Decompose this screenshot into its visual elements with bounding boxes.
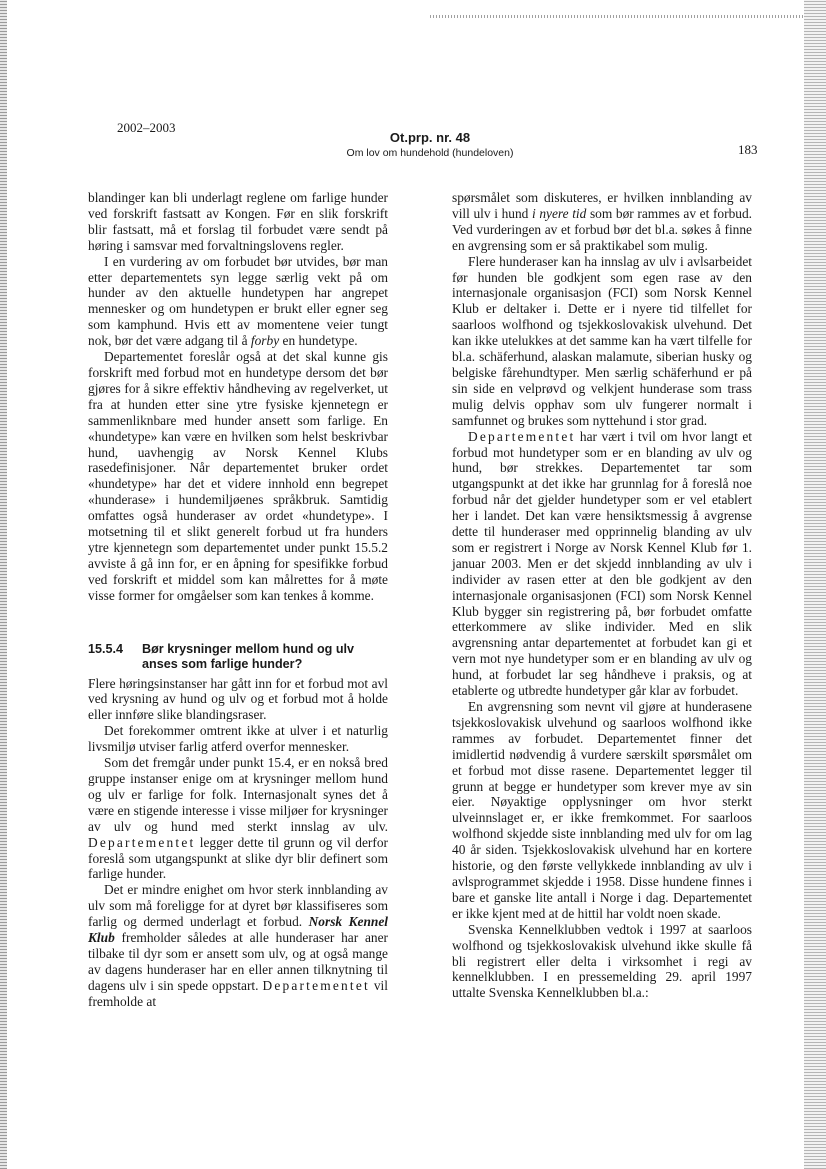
emphasis: forby bbox=[250, 333, 280, 349]
page-number: 183 bbox=[738, 142, 758, 157]
paragraph: En avgrensning som nevnt vil gjøre at hunderasene tsjekkoslovakisk ulvehund og saarloos wolfhond ikke rammes av forbudet. Departementet finner det imidlertid nødvendig å vurdere særskilt spørsmålet om et forbud mot disse rasene. Departementet legger til grunn at begge er hundetyper som krever mye av sin eier. Nøyaktige opplysninger om hvor sterkt ulveinnslaget er, er ikke fremkommet. For saarloos wolfhond skjedde siste innblanding med ulv for om lag 40 år siden. Tsjekkoslovakisk ulvehund har en kortere historie, og den første vellykkede innblanding av ulv i avlsprogrammet skjedde i 1958. Disse hundene finnes i bare et ganske lite antall i Norge i dag. Departementet er ikke kjent med at de hittil har voldt noen skade. bbox=[452, 699, 752, 921]
paragraph: Det forekommer omtrent ikke at ulver i et naturlig livsmiljø utviser farlig atferd overfor mennesker. bbox=[88, 723, 388, 755]
paragraph: Svenska Kennelklubben vedtok i 1997 at saarloos wolfhond og tsjekkoslovakisk ulvehund ikke skulle få bli registrert eller delta i virksomhet i regi av kennelklubben. I en pressemelding 29. april 1997 uttalte Svenska Kennelklubben bl.a.: bbox=[452, 921, 752, 1001]
header-doc-title: Ot.prp. nr. 48 bbox=[389, 130, 471, 145]
spaced-term: Departementet bbox=[88, 834, 196, 850]
scan-edge-left bbox=[0, 0, 7, 1169]
text-run: I en vurdering av om forbudet bør utvides, bør man etter departementets syn legge særlig vekt på om hunder av den aktuelle hundetypen har angrepet mennesker og om hundetypen er brukt eller egner seg som kamphund. Hvis ett av momentene veier tungt nok, bør det være adgang til å bbox=[88, 253, 388, 349]
section-number: 15.5.4 bbox=[88, 641, 124, 656]
right-column bbox=[452, 190, 752, 1001]
scan-edge-right bbox=[804, 0, 826, 1169]
paragraph bbox=[88, 882, 388, 1009]
spaced-term: Departementet bbox=[262, 977, 370, 993]
paragraph: Flere hunderaser kan ha innslag av ulv i avlsarbeidet før hunden ble godkjent som egen rase av den internasjonale organisasjon (FCI) som Norsk Kennel Klub er deltaker i. Dette er i nyere tid tilfellet for saarloos wolfhond og tsjekkoslovakisk ulvehund. Det kan ikke utelukkes at det samme kan ha vært tilfelle for bl.a. schäferhund, alaskan malamute, siberian husky og belgiske fårehundtyper. Men særlig schäferhund er på sin side en velprøvd og velkjent hunderase som trass mulig delvis opphav som ulv fungerer normalt i samfunnet og brukes som nyttehund i stor grad. bbox=[452, 253, 752, 428]
left-column bbox=[88, 190, 388, 1010]
text-run: har vært i tvil om hvor langt et forbud mot hundetyper som er en blanding av ulv og hund, bør strekkes. Departementet tar som utgangspunkt at det ikke har grunnlag for å foreslå noe forbud når det gjelder hundetyper som er vel etablert her i landet. Det kan være hensiktsmessig å avgrense dette til hunderaser med opprinnelig blanding av ulv som er registrert i Norge av Norsk Kennel Klub før 1. januar 2003. Men er det skjedd innblanding av ulv i individer av rasen etter at den ble godkjent av den internasjonale organisasjonen (FCI) som Norsk Kennel Klub bygger sin registrering på, bør forbudet omfatte etterkommere av slike individer. Med en slik avgrensning antar departementet at forbudet kan gi et vern mot nye hundetyper som er en blanding av ulv og hund, at forbudet lar seg håndheve i praksis, og at etablerte og utbredte hundetyper går klar av forbudet. bbox=[452, 428, 752, 699]
text-run: legger dette til grunn og vil derfor foreslå som utgangspunkt at slike dyr blir definert som farlige hunder. bbox=[88, 834, 388, 882]
running-header bbox=[0, 118, 826, 168]
emphasis: Norsk Kennel Klub bbox=[88, 914, 389, 946]
header-doc-subtitle: Om lov om hundehold (hundeloven) bbox=[346, 147, 514, 159]
section-title: Bør krysninger mellom hund og ulv anses som farlige hunder? bbox=[142, 641, 355, 671]
text-run: en hundetype. bbox=[279, 333, 358, 349]
text-run: Som det fremgår under punkt 15.4, er en nokså bred gruppe instanser enige om at krysninger mellom hund og ulv er farlige for folk. Internasjonalt synes det å være en stigende interesse i visse miljøer for krysninger av ulv og hund med sterkt innslag av ulv. bbox=[88, 755, 388, 834]
paragraph bbox=[452, 190, 752, 254]
spaced-term: Departementet bbox=[468, 428, 576, 444]
paragraph: blandinger kan bli underlagt reglene om farlige hunder ved forskrift fastsatt av Kongen. Før en slik forskrift blir fastsatt, må et forslag til forbudet være sendt på høring i samsvar med forvaltningslovens regler. bbox=[88, 190, 388, 253]
text-run: fremholder således at alle hunderaser har aner tilbake til dyr som er ansett som ulv, og at også mange av dagens hunderaser har en eller annen tilknytning til dagens ulv i sin spede oppstart. bbox=[88, 930, 388, 993]
section-heading bbox=[88, 642, 388, 672]
paragraph: Departementet foreslår også at det skal kunne gis forskrift med forbud mot en hundetype dersom det bør gjøres for å sikre effektiv håndheving av regelverket, ut fra at hunden etter sine ytre fysiske kjennetegn er sammenliknbare med hunder ansett som farlige. En «hundetype» kan være en hvilken som helst beskrivbar hund, uavhengig av Norsk Kennel Klubs rasedefinisjoner. Når departementet bruker ordet «hundetype» har det et videre innhold enn begrepet «hunderase» i hundemiljøenes språkbruk. Samtidig omfattes også hunderaser av ordet «hundetype». I motsetning til et slikt generelt forbud ut fra hunders ytre kjennetegn som departementet under punkt 15.5.2 avviste å gå inn for, er en åpning for spesifikke forbud ved forskrift et middel som kan målrettes for å møte visse former for omgåelser som kan tenkes å komme. bbox=[88, 349, 388, 603]
text-run: Det er mindre enighet om hvor sterk innblanding av ulv som må foreligge for at dyret bør klassifiseres som farlig og dermed underlagt et forbud. bbox=[88, 882, 388, 930]
header-year-range: 2002–2003 bbox=[117, 120, 176, 135]
header-center bbox=[300, 130, 560, 159]
text-run: spørsmålet som diskuteres, er hvilken innblanding av vill ulv i hund bbox=[452, 190, 752, 221]
text-run: som bør rammes av et forbud. Ved vurderingen av et forbud bør det bl.a. søkes å finne en avgrensing som er så praktikabel som mulig. bbox=[452, 205, 753, 253]
paragraph bbox=[88, 254, 388, 349]
text-run: vil fremholde at bbox=[88, 977, 388, 1009]
paragraph bbox=[452, 429, 752, 699]
scan-edge-top bbox=[430, 15, 826, 18]
emphasis: i nyere tid bbox=[531, 205, 587, 221]
paragraph bbox=[88, 755, 388, 882]
paragraph: Flere høringsinstanser har gått inn for et forbud mot avl ved krysning av hund og ulv og et forbud mot å holde eller innføre slike blandingsraser. bbox=[88, 675, 388, 723]
